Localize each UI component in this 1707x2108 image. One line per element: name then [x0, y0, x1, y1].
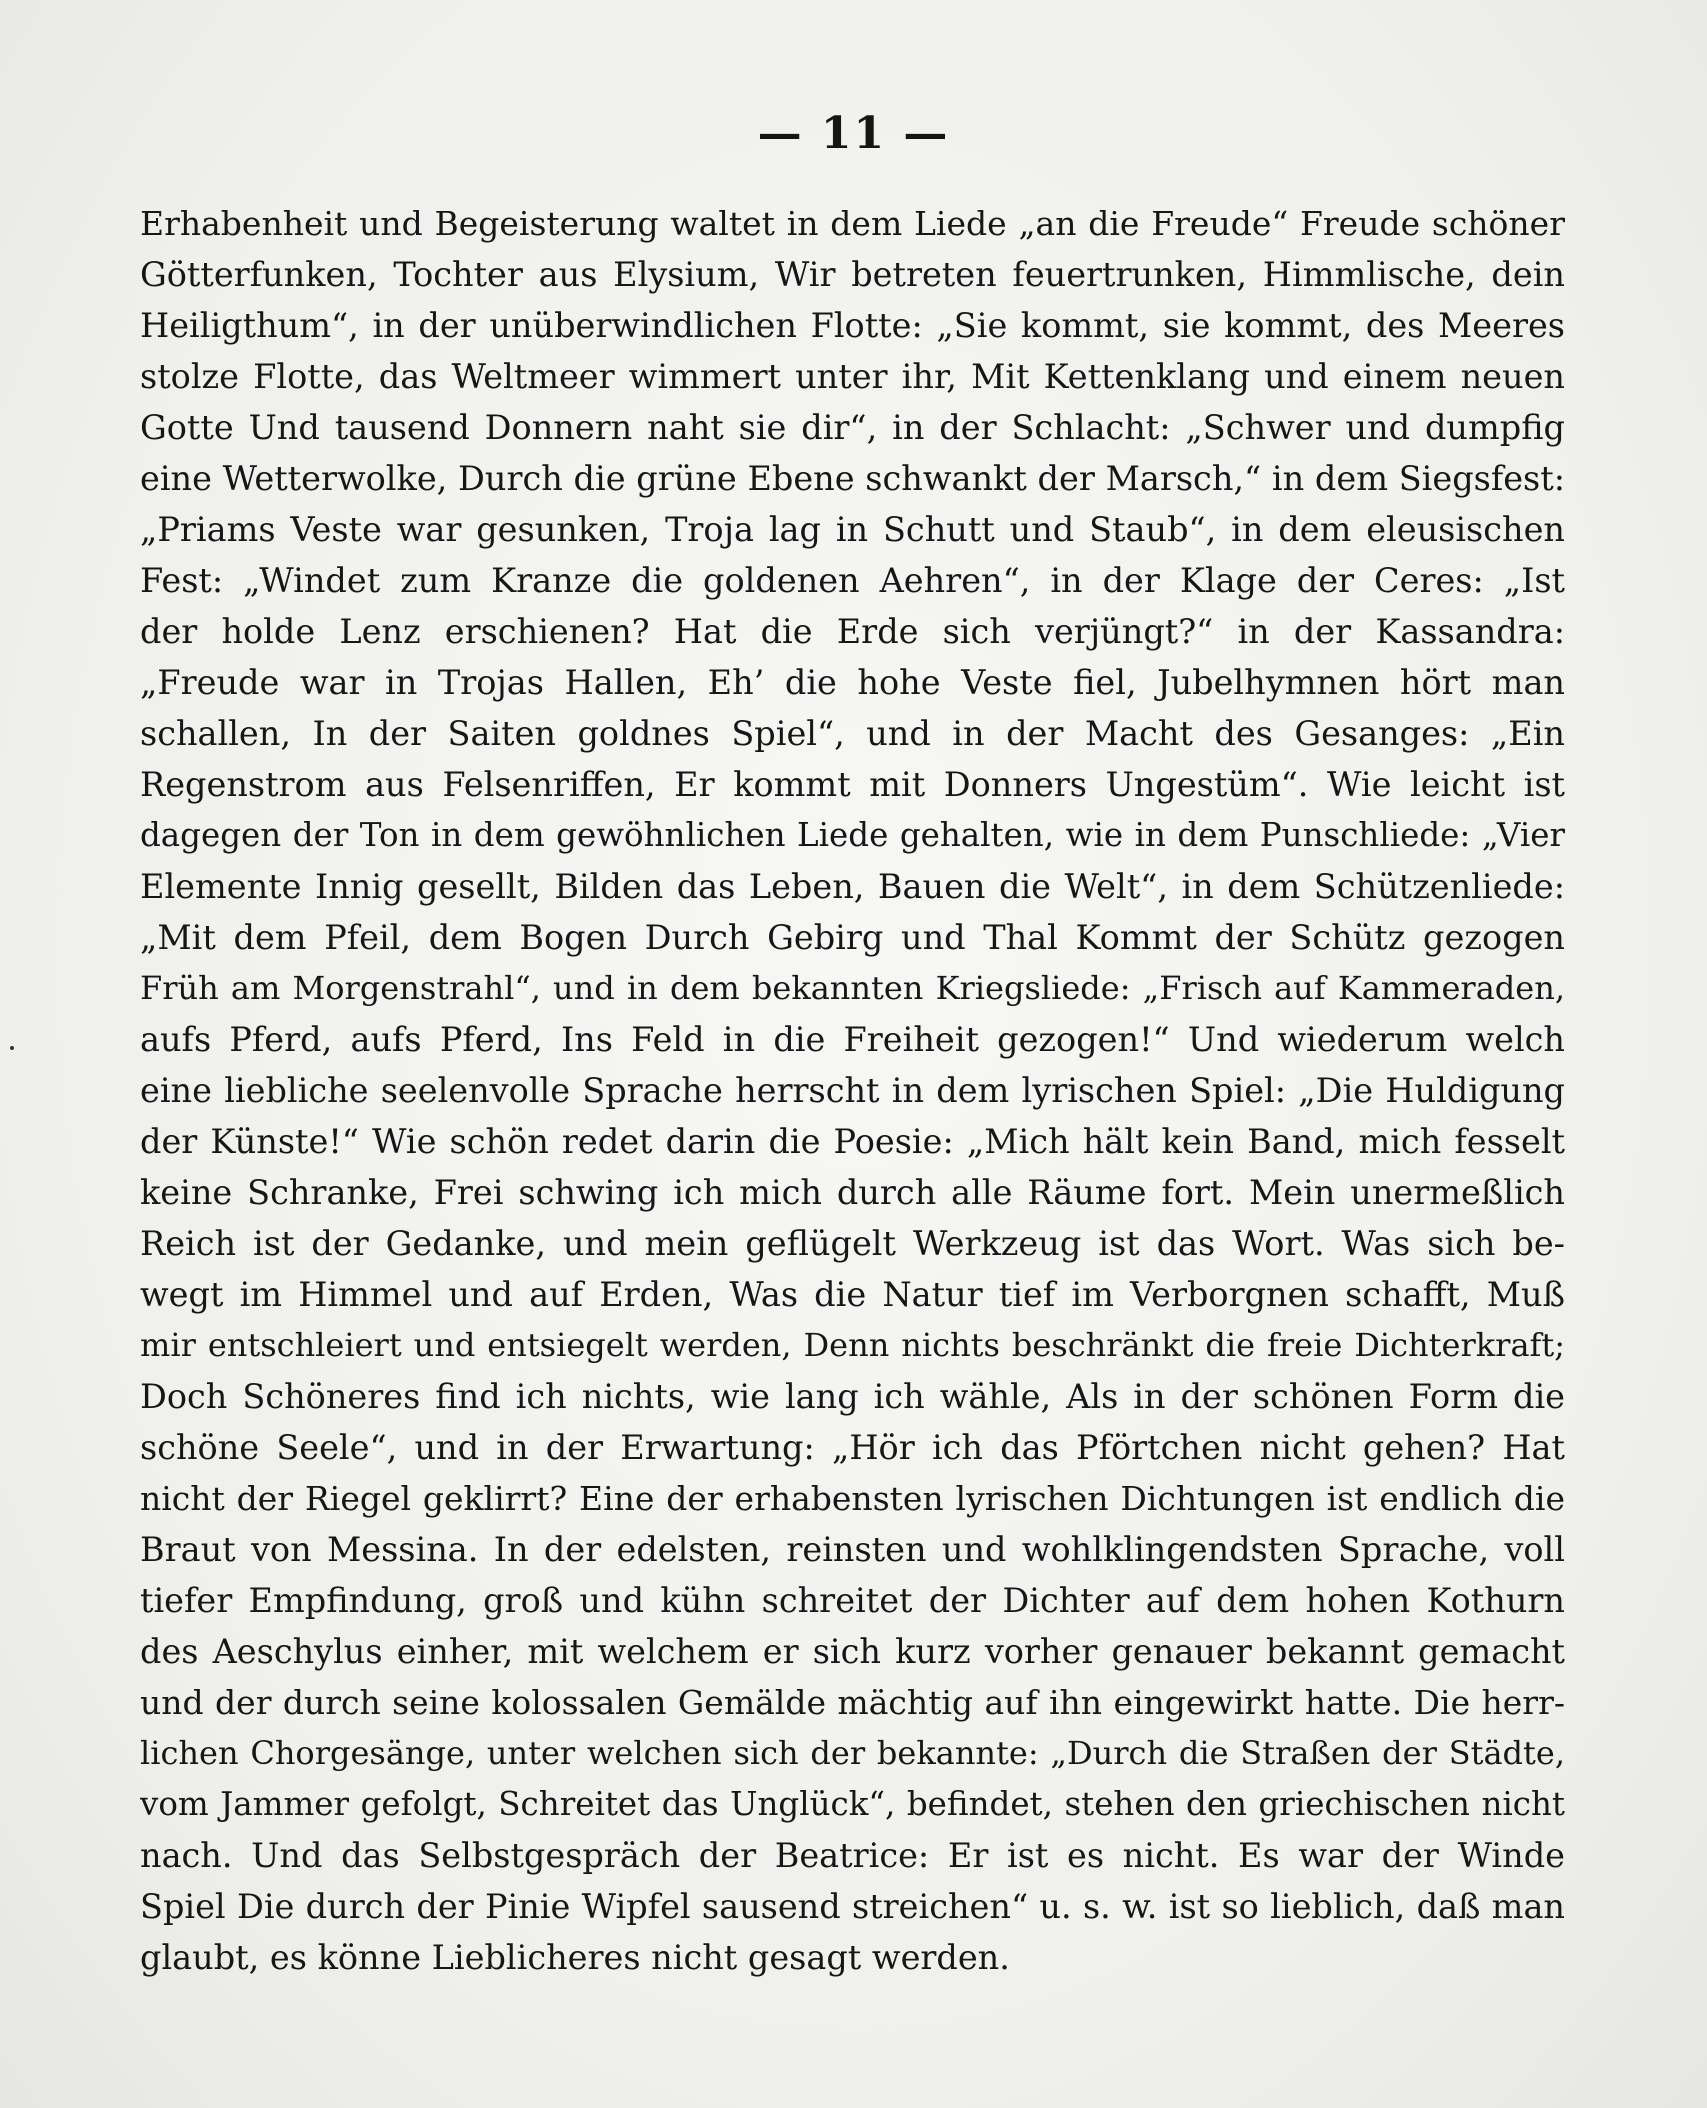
text-line: „Freude war in Trojas Hallen, Eh’ die hohe Veste fiel, Jubelhymnen hört man — [140, 663, 1565, 702]
text-line: eine Wetterwolke, Durch die grüne Ebene schwankt der Marsch,“ in dem Siegsfest: — [140, 459, 1565, 498]
text-line: und der durch seine kolossalen Gemälde mächtig auf ihn eingewirkt hatte. Die herr- — [140, 1683, 1565, 1722]
text-line: wegt im Himmel und auf Erden, Was die Natur tief im Verborgnen schafft, Muß — [140, 1275, 1565, 1314]
text-line: dagegen der Ton in dem gewöhnlichen Liede gehalten, wie in dem Punschliede: „Vier — [140, 816, 1565, 854]
text-line: Götterfunken, Tochter aus Elysium, Wir betreten feuertrunken, Himmlische, dein — [140, 255, 1565, 294]
text-line: Erhabenheit und Begeisterung waltet in dem Liede „an die Freude“ Freude schöner — [140, 204, 1565, 243]
text-line: Reich ist der Gedanke, und mein geflügelt Werkzeug ist das Wort. Was sich be- — [140, 1224, 1565, 1263]
text-line: Braut von Messina. In der edelsten, reinsten und wohlklingendsten Sprache, voll — [140, 1530, 1565, 1569]
text-line: tiefer Empfindung, groß und kühn schreitet der Dichter auf dem hohen Kothurn — [140, 1581, 1565, 1620]
text-line: keine Schranke, Frei schwing ich mich durch alle Räume fort. Mein unermeßlich — [140, 1173, 1565, 1212]
text-line: Spiel Die durch der Pinie Wipfel sausend streichen“ u. s. w. ist so lieblich, daß man — [140, 1887, 1565, 1926]
text-line: Elemente Innig gesellt, Bilden das Leben, Bauen die Welt“, in dem Schützenliede: — [140, 867, 1565, 906]
text-line: mir entschleiert und entsiegelt werden, Denn nichts beschränkt die freie Dichterkraft; — [140, 1326, 1565, 1364]
text-line: Früh am Morgenstrahl“, und in dem bekannten Kriegsliede: „Frisch auf Kammeraden, — [140, 969, 1565, 1007]
page-number: — 11 — — [757, 108, 950, 159]
text-line: aufs Pferd, aufs Pferd, Ins Feld in die Freiheit gezogen!“ Und wiederum welch — [140, 1020, 1565, 1059]
body-text — [140, 198, 1565, 1983]
text-line: Doch Schöneres find ich nichts, wie lang ich wähle, Als in der schönen Form die — [140, 1377, 1565, 1416]
text-line: Gotte Und tausend Donnern naht sie dir“, in der Schlacht: „Schwer und dumpfig — [140, 408, 1565, 447]
text-line: des Aeschylus einher, mit welchem er sich kurz vorher genauer bekannt gemacht — [140, 1632, 1565, 1671]
text-line: schallen, In der Saiten goldnes Spiel“, und in der Macht des Gesanges: „Ein — [140, 714, 1565, 753]
stray-ink-dot — [10, 1046, 14, 1050]
text-line: lichen Chorgesänge, unter welchen sich der bekannte: „Durch die Straßen der Städte, — [140, 1734, 1565, 1772]
text-line: nach. Und das Selbstgespräch der Beatrice: Er ist es nicht. Es war der Winde — [140, 1836, 1565, 1875]
text-line: stolze Flotte, das Weltmeer wimmert unter ihr, Mit Kettenklang und einem neuen — [140, 357, 1565, 396]
text-line: Fest: „Windet zum Kranze die goldenen Aehren“, in der Klage der Ceres: „Ist — [140, 561, 1565, 600]
text-line: eine liebliche seelenvolle Sprache herrscht in dem lyrischen Spiel: „Die Huldigung — [140, 1071, 1565, 1110]
text-line: Regenstrom aus Felsenriffen, Er kommt mit Donners Ungestüm“. Wie leicht ist — [140, 765, 1565, 804]
text-line: der holde Lenz erschienen? Hat die Erde sich verjüngt?“ in der Kassandra: — [140, 612, 1565, 651]
text-line: nicht der Riegel geklirrt? Eine der erhabensten lyrischen Dichtungen ist endlich die — [140, 1479, 1565, 1518]
text-line: Heiligthum“, in der unüberwindlichen Flotte: „Sie kommt, sie kommt, des Meeres — [140, 306, 1565, 345]
text-line: „Priams Veste war gesunken, Troja lag in Schutt und Staub“, in dem eleusischen — [140, 510, 1565, 549]
text-line-last: glaubt, es könne Lieblicheres nicht gesagt werden. — [140, 1938, 1010, 1977]
text-line: schöne Seele“, und in der Erwartung: „Hör ich das Pförtchen nicht gehen? Hat — [140, 1428, 1565, 1467]
text-line: der Künste!“ Wie schön redet darin die Poesie: „Mich hält kein Band, mich fesselt — [140, 1122, 1565, 1161]
text-line: vom Jammer gefolgt, Schreitet das Unglück“, befindet, stehen den griechischen nicht — [140, 1785, 1565, 1823]
text-line: „Mit dem Pfeil, dem Bogen Durch Gebirg und Thal Kommt der Schütz gezogen — [140, 918, 1565, 957]
